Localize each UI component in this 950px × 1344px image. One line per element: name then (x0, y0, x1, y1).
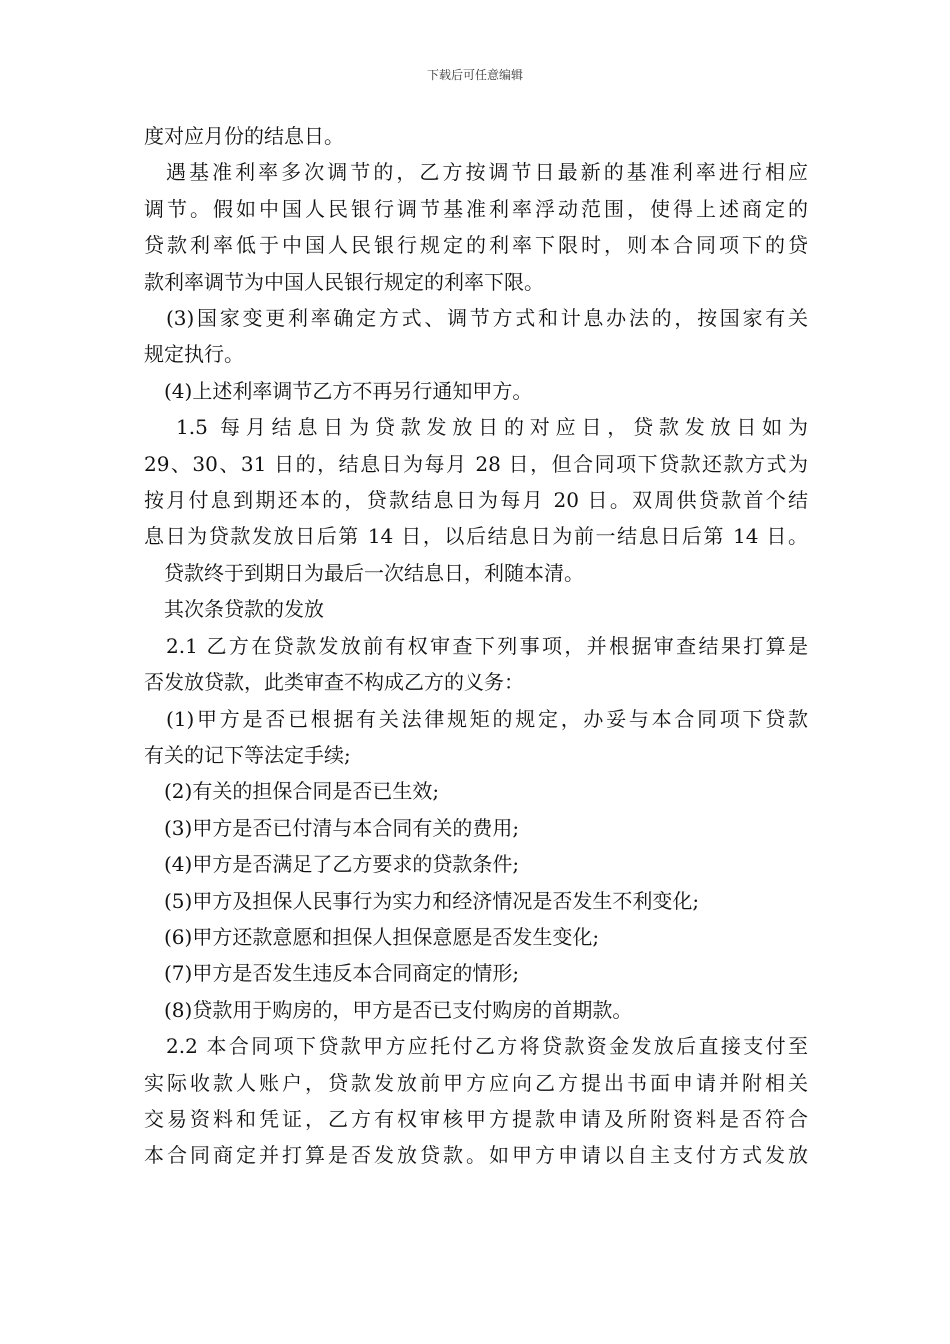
list-item: (2)有关的担保合同是否已生效; (164, 779, 440, 804)
list-item: (3)甲方是否已付清与本合同有关的费用; (164, 815, 520, 840)
paragraph-line: 息日为贷款发放日后第 14 日，以后结息日为前一结息日后第 14 日。 (144, 524, 808, 549)
paragraph-line: (3)国家变更利率确定方式、调节方式和计息办法的，按国家有关 (166, 306, 808, 331)
paragraph-line: 贷款终于到期日为最后一次结息日，利随本清。 (164, 560, 584, 585)
paragraph-line: 2.1 乙方在贷款发放前有权审查下列事项，并根据审查结果打算是 (166, 633, 808, 658)
paragraph-line: 交易资料和凭证，乙方有权审核甲方提款申请及所附资料是否符合 (144, 1106, 808, 1131)
list-item: (7)甲方是否发生违反本合同商定的情形; (164, 961, 520, 986)
paragraph-line: 1.5 每月结息日为贷款发放日的对应日，贷款发放日如为 (176, 415, 808, 440)
list-item: (4)甲方是否满足了乙方要求的贷款条件; (164, 852, 520, 877)
paragraph-line: 度对应月份的结息日。 (144, 124, 344, 148)
paragraph-line: 实际收款人账户，贷款发放前甲方应向乙方提出书面申请并附相关 (144, 1070, 808, 1095)
paragraph-line: 调节。假如中国人民银行调节基准利率浮动范围，使得上述商定的 (144, 196, 808, 221)
paragraph-line: 2.2 本合同项下贷款甲方应托付乙方将贷款资金发放后直接支付至 (166, 1034, 808, 1059)
list-item: (8)贷款用于购房的，甲方是否已支付购房的首期款。 (164, 997, 633, 1022)
paragraph-line: 有关的记下等法定手续; (144, 742, 351, 767)
paragraph-line: 按月付息到期还本的，贷款结息日为每月 20 日。双周供贷款首个结 (144, 488, 808, 513)
list-item: (5)甲方及担保人民事行为实力和经济情况是否发生不利变化; (164, 888, 700, 913)
paragraph-line: 否发放贷款，此类审查不构成乙方的义务： (144, 670, 524, 695)
paragraph-line: (1)甲方是否已根据有关法律规矩的规定，办妥与本合同项下贷款 (166, 706, 808, 731)
paragraph-line: (4)上述利率调节乙方不再另行通知甲方。 (164, 378, 533, 403)
paragraph-line: 贷款利率低于中国人民银行规定的利率下限时，则本合同项下的贷 (144, 233, 808, 258)
paragraph-line: 规定执行。 (144, 342, 244, 367)
paragraph-line: 遇基准利率多次调节的，乙方按调节日最新的基准利率进行相应 (166, 160, 808, 185)
section-heading: 其次条贷款的发放 (164, 597, 324, 622)
paragraph-line: 本合同商定并打算是否发放贷款。如甲方申请以自主支付方式发放 (144, 1143, 808, 1168)
paragraph-line: 款利率调节为中国人民银行规定的利率下限。 (144, 269, 544, 294)
list-item: (6)甲方还款意愿和担保人担保意愿是否发生变化; (164, 924, 600, 949)
page-header: 下载后可任意编辑 (426, 68, 523, 82)
document-body (144, 118, 808, 1174)
paragraph-line: 29、30、31 日的，结息日为每月 28 日，但合同项下贷款还款方式为 (144, 451, 808, 476)
